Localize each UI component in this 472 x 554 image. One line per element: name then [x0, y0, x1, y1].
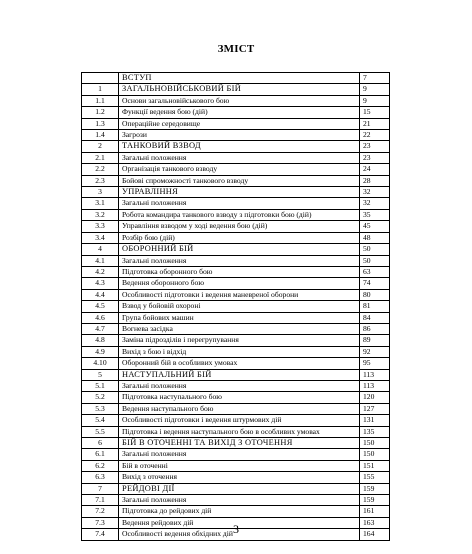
toc-section-title: Функції ведення бою (дій): [119, 107, 360, 118]
toc-section-number: 1.4: [82, 130, 119, 141]
toc-section-number: 4.10: [82, 358, 119, 369]
toc-page-number: 150: [360, 449, 390, 460]
toc-section-number: 4.9: [82, 346, 119, 357]
toc-section-number: 2.1: [82, 152, 119, 163]
toc-section-number: 7.2: [82, 506, 119, 517]
toc-row: [82, 141, 390, 152]
toc-section-title: Розбір бою (дій): [119, 232, 360, 243]
toc-section-number: 7.3: [82, 517, 119, 528]
toc-section-title: Робота командира танкового взводу з підготовки бою (дій): [119, 209, 360, 220]
toc-row: [82, 369, 390, 380]
toc-row: [82, 130, 390, 141]
toc-row: [82, 460, 390, 471]
toc-section-number: 4.3: [82, 278, 119, 289]
toc-row: [82, 221, 390, 232]
toc-row: [82, 449, 390, 460]
toc-section-number: 4: [82, 244, 119, 255]
toc-row: [82, 232, 390, 243]
toc-row: [82, 335, 390, 346]
toc-row: [82, 198, 390, 209]
page-number: 3: [233, 522, 239, 536]
toc-page-number: 95: [360, 358, 390, 369]
toc-row: [82, 301, 390, 312]
toc-section-number: 7.4: [82, 529, 119, 540]
toc-page-number: 23: [360, 152, 390, 163]
toc-row: [82, 164, 390, 175]
toc-page-number: 32: [360, 187, 390, 198]
toc-section-title: Операційне середовище: [119, 118, 360, 129]
toc-page-number: 21: [360, 118, 390, 129]
toc-section-number: 4.4: [82, 289, 119, 300]
toc-section-number: 6.3: [82, 472, 119, 483]
toc-section-title: Загальні положення: [119, 198, 360, 209]
toc-section-title: Особливості підготовки і ведення маневреної оборони: [119, 289, 360, 300]
toc-section-title: Особливості ведення обхідних дій: [119, 529, 360, 540]
toc-body: [82, 73, 390, 541]
toc-section-number: 4.6: [82, 312, 119, 323]
toc-section-number: 4.8: [82, 335, 119, 346]
toc-section-number: 5.2: [82, 392, 119, 403]
toc-row: [82, 244, 390, 255]
toc-page-number: 86: [360, 323, 390, 334]
toc-section-number: 2.2: [82, 164, 119, 175]
toc-section-number: 2.3: [82, 175, 119, 186]
toc-row: [82, 472, 390, 483]
toc-page-number: 15: [360, 107, 390, 118]
toc-row: [82, 312, 390, 323]
toc-page-number: 80: [360, 289, 390, 300]
toc-page-number: 159: [360, 483, 390, 494]
toc-page-number: 159: [360, 495, 390, 506]
toc-section-title: Загальні положення: [119, 380, 360, 391]
toc-page-number: 89: [360, 335, 390, 346]
toc-page-number: 81: [360, 301, 390, 312]
toc-row: [82, 506, 390, 517]
toc-section-title: Організація танкового взводу: [119, 164, 360, 175]
toc-section-title: Група бойових машин: [119, 312, 360, 323]
toc-row: [82, 426, 390, 437]
toc-page-number: 92: [360, 346, 390, 357]
toc-page-number: 113: [360, 369, 390, 380]
toc-row: [82, 438, 390, 449]
toc-section-title: Вогнева засідка: [119, 323, 360, 334]
toc-section-number: 5: [82, 369, 119, 380]
toc-section-title: ЗАГАЛЬНОВІЙСЬКОВИЙ БІЙ: [119, 84, 360, 95]
toc-page-number: 45: [360, 221, 390, 232]
toc-page-number: 163: [360, 517, 390, 528]
toc-page-number: 135: [360, 426, 390, 437]
toc-row: [82, 255, 390, 266]
toc-section-title: УПРАВЛІННЯ: [119, 187, 360, 198]
toc-row: [82, 415, 390, 426]
toc-section-number: 1.2: [82, 107, 119, 118]
toc-section-title: БІЙ В ОТОЧЕННІ ТА ВИХІД З ОТОЧЕННЯ: [119, 438, 360, 449]
toc-row: [82, 392, 390, 403]
toc-page-number: 74: [360, 278, 390, 289]
toc-section-number: 7.1: [82, 495, 119, 506]
toc-section-title: Вихід з оточення: [119, 472, 360, 483]
toc-section-title: Підготовка до рейдових дій: [119, 506, 360, 517]
toc-section-title: Загрози: [119, 130, 360, 141]
toc-page-number: 24: [360, 164, 390, 175]
toc-section-number: 3.2: [82, 209, 119, 220]
toc-page-number: 63: [360, 266, 390, 277]
toc-page-number: 120: [360, 392, 390, 403]
toc-section-title: Ведення оборонного бою: [119, 278, 360, 289]
toc-page-number: 164: [360, 529, 390, 540]
toc-page-number: 50: [360, 244, 390, 255]
toc-row: [82, 483, 390, 494]
toc-table: [81, 72, 390, 541]
toc-section-number: 5.1: [82, 380, 119, 391]
toc-row: [82, 118, 390, 129]
toc-page-number: 35: [360, 209, 390, 220]
toc-section-title: Взвод у бойовій охороні: [119, 301, 360, 312]
toc-section-title: ОБОРОННИЙ БІЙ: [119, 244, 360, 255]
toc-section-number: 7: [82, 483, 119, 494]
toc-page-number: 155: [360, 472, 390, 483]
toc-section-title: Управління взводом у ході ведення бою (дій): [119, 221, 360, 232]
toc-section-title: Основи загальновійськового бою: [119, 95, 360, 106]
toc-section-title: Особливості підготовки і ведення штурмових дій: [119, 415, 360, 426]
toc-section-title: Ведення наступального бою: [119, 403, 360, 414]
toc-row: [82, 495, 390, 506]
toc-page-number: 151: [360, 460, 390, 471]
toc-section-number: 5.4: [82, 415, 119, 426]
toc-row: [82, 187, 390, 198]
toc-row: [82, 289, 390, 300]
toc-section-number: 3.4: [82, 232, 119, 243]
toc-row: [82, 278, 390, 289]
toc-row: [82, 152, 390, 163]
toc-section-title: Бойові спроможності танкового взводу: [119, 175, 360, 186]
toc-row: [82, 95, 390, 106]
toc-page-number: 113: [360, 380, 390, 391]
toc-section-title: Бій в оточенні: [119, 460, 360, 471]
toc-row: [82, 84, 390, 95]
toc-page-number: 50: [360, 255, 390, 266]
toc-section-number: 5.3: [82, 403, 119, 414]
toc-row: [82, 73, 390, 84]
toc-row: [82, 175, 390, 186]
toc-row: [82, 358, 390, 369]
toc-page-number: 84: [360, 312, 390, 323]
toc-row: [82, 209, 390, 220]
toc-page-number: 131: [360, 415, 390, 426]
toc-section-number: 3.3: [82, 221, 119, 232]
toc-page-number: 161: [360, 506, 390, 517]
toc-section-title: Вихід з бою і відхід: [119, 346, 360, 357]
toc-section-number: 6.2: [82, 460, 119, 471]
toc-section-title: НАСТУПАЛЬНИЙ БІЙ: [119, 369, 360, 380]
toc-row: [82, 380, 390, 391]
toc-section-title: ВСТУП: [119, 73, 360, 84]
toc-section-number: 1: [82, 84, 119, 95]
toc-section-title: Загальні положення: [119, 152, 360, 163]
toc-section-number: 6: [82, 438, 119, 449]
toc-page-number: 7: [360, 73, 390, 84]
toc-section-number: 6.1: [82, 449, 119, 460]
toc-section-number: 5.5: [82, 426, 119, 437]
toc-row: [82, 346, 390, 357]
toc-section-title: Підготовка оборонного бою: [119, 266, 360, 277]
toc-section-number: 1.3: [82, 118, 119, 129]
toc-section-title: РЕЙДОВІ ДІЇ: [119, 483, 360, 494]
toc-section-number: 3.1: [82, 198, 119, 209]
toc-section-title: Заміна підрозділів і перегрупування: [119, 335, 360, 346]
toc-page-number: 23: [360, 141, 390, 152]
toc-section-title: Ведення рейдових дій: [119, 517, 360, 528]
toc-row: [82, 107, 390, 118]
toc-section-title: ТАНКОВИЙ ВЗВОД: [119, 141, 360, 152]
toc-section-title: Підготовка і ведення наступального бою в особливих умовах: [119, 426, 360, 437]
toc-section-number: [82, 73, 119, 84]
toc-section-title: Оборонний бій в особливих умовах: [119, 358, 360, 369]
toc-page-number: 22: [360, 130, 390, 141]
toc-row: [82, 266, 390, 277]
toc-section-number: 4.7: [82, 323, 119, 334]
toc-section-title: Загальні положення: [119, 449, 360, 460]
toc-section-title: Загальні положення: [119, 255, 360, 266]
toc-section-number: 3: [82, 187, 119, 198]
toc-row: [82, 323, 390, 334]
toc-page-number: 32: [360, 198, 390, 209]
toc-page-number: 9: [360, 84, 390, 95]
toc-row: [82, 403, 390, 414]
toc-section-number: 1.1: [82, 95, 119, 106]
toc-section-number: 2: [82, 141, 119, 152]
toc-page-number: 9: [360, 95, 390, 106]
toc-page-number: 150: [360, 438, 390, 449]
toc-section-title: Загальні положення: [119, 495, 360, 506]
toc-section-number: 4.5: [82, 301, 119, 312]
toc-section-title: Підготовка наступального бою: [119, 392, 360, 403]
toc-page-number: 48: [360, 232, 390, 243]
toc-section-number: 4.1: [82, 255, 119, 266]
toc-section-number: 4.2: [82, 266, 119, 277]
toc-page-number: 127: [360, 403, 390, 414]
toc-page-number: 28: [360, 175, 390, 186]
page-title: ЗМІСТ: [217, 43, 255, 55]
